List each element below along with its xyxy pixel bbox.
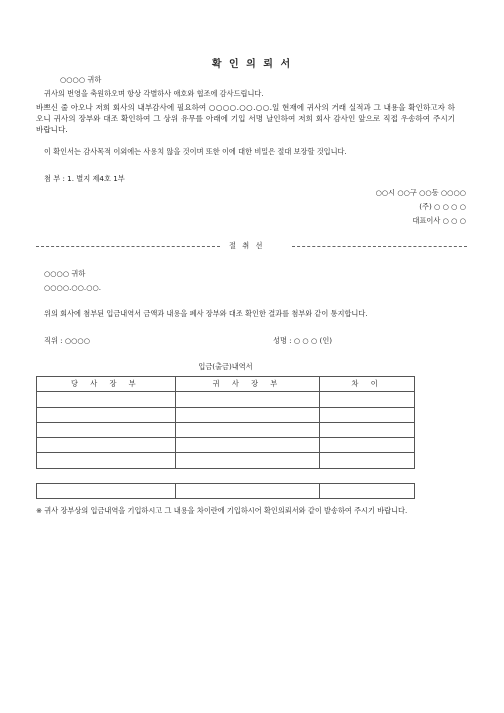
table-cell[interactable] bbox=[37, 453, 176, 468]
total-row-table bbox=[36, 483, 415, 499]
table-cell[interactable] bbox=[320, 422, 415, 437]
addressee: ○○○○ 귀하 bbox=[60, 75, 102, 84]
table-cell[interactable] bbox=[320, 438, 415, 453]
table-cell[interactable] bbox=[320, 453, 415, 468]
table-cell[interactable] bbox=[37, 422, 176, 437]
reply-addressee: ○○○○ 귀하 bbox=[44, 269, 86, 278]
name-field: 성명 : ○ ○ ○ (인) bbox=[273, 336, 333, 345]
position-field: 직위 : ○○○○ bbox=[44, 336, 90, 345]
sender-ceo: 대표이사 ○ ○ ○ bbox=[412, 216, 466, 225]
confidentiality-note: 이 확인서는 감사목적 이외에는 사용치 않을 것이며 또한 이에 대한 비밀은 절대 보장할 것입니다. bbox=[44, 147, 347, 156]
table-caption: 입금(출금)내역서 bbox=[198, 362, 253, 371]
table-cell[interactable] bbox=[175, 407, 320, 422]
table-row bbox=[37, 407, 415, 422]
reply-body: 위의 회사에 첨부된 입금내역서 금액과 내용을 폐사 장부와 대조 확인한 결과를 첨부와 같이 통지합니다. bbox=[44, 309, 368, 318]
table-cell[interactable] bbox=[175, 438, 320, 453]
attachment-line: 첨 부 : 1. 별지 제4호 1부 bbox=[44, 174, 125, 183]
table-cell[interactable] bbox=[175, 484, 320, 499]
table-row bbox=[37, 438, 415, 453]
cut-line-label: 절 취 선 bbox=[229, 241, 265, 250]
table-cell[interactable] bbox=[320, 407, 415, 422]
table-cell[interactable] bbox=[175, 392, 320, 407]
table-row bbox=[37, 392, 415, 407]
cut-line-right bbox=[292, 246, 467, 247]
table-cell[interactable] bbox=[37, 392, 176, 407]
header-your-ledger: 귀 사 장 부 bbox=[175, 377, 320, 392]
table-cell[interactable] bbox=[320, 392, 415, 407]
header-our-ledger: 당 사 장 부 bbox=[37, 377, 176, 392]
cut-line-left bbox=[36, 246, 220, 247]
table-row bbox=[37, 453, 415, 468]
table-cell[interactable] bbox=[175, 422, 320, 437]
table-cell[interactable] bbox=[320, 484, 415, 499]
table-cell[interactable] bbox=[37, 484, 176, 499]
header-difference: 차 이 bbox=[320, 377, 415, 392]
table-row bbox=[37, 422, 415, 437]
table-cell[interactable] bbox=[37, 407, 176, 422]
sender-address: ○○시 ○○구 ○○동 ○○○○ bbox=[375, 188, 466, 197]
request-paragraph: 바쁘신 줄 아오나 저희 회사의 내부감사에 필요하여 ○○○○.○○.○○.일 현재에 귀사의 거래 실적과 그 내용을 확인하고자 하오니 귀사의 장부와 대조 확인하여 그 상위 유무를 아래에 기입 서명 날인하여 저희 회사 감사인 앞으로 직접 우송하여 주시기 바랍니다. bbox=[36, 103, 455, 134]
table-cell[interactable] bbox=[37, 438, 176, 453]
total-row bbox=[37, 484, 415, 499]
sender-company: (주) ○ ○ ○ ○ bbox=[419, 202, 466, 211]
footnote: ※ 귀사 장부상의 입금내역을 기입하시고 그 내용을 차이란에 기입하시어 확인의뢰서와 같이 발송하여 주시기 바랍니다. bbox=[36, 506, 408, 515]
reply-date: ○○○○.○○.○○. bbox=[44, 283, 102, 292]
greeting: 귀사의 번영을 축원하오며 항상 각별하사 애호와 협조에 감사드립니다. bbox=[44, 89, 264, 98]
document-title: 확 인 의 뢰 서 bbox=[211, 59, 293, 70]
table-cell[interactable] bbox=[175, 453, 320, 468]
table-header-row bbox=[37, 377, 415, 392]
ledger-table bbox=[36, 376, 415, 469]
